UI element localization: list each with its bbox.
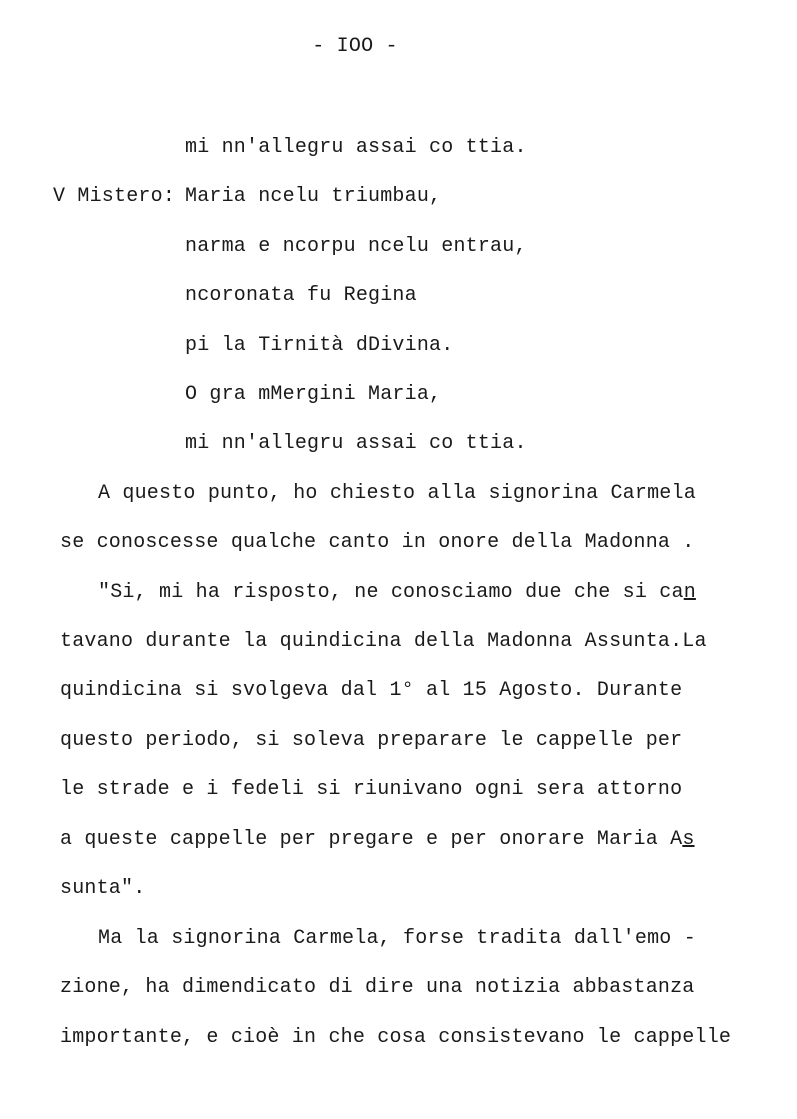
mistero-label: V Mistero:: [53, 185, 176, 208]
prose-line: quindicina si svolgeva dal 1° al 15 Agosto. Durante: [60, 679, 683, 702]
prose-line: tavano durante la quindicina della Madonna Assunta.La: [60, 630, 707, 653]
verse-line: O gra mMergini Maria,: [185, 383, 442, 406]
verse-line: ncoronata fu Regina: [185, 284, 417, 307]
prose-line: importante, e cioè in che cosa consistevano le cappelle: [60, 1026, 732, 1049]
prose-line: Ma la signorina Carmela, forse tradita dall'emo -: [98, 927, 696, 950]
verse-line: Maria ncelu triumbau,: [185, 185, 442, 208]
prose-line: A questo punto, ho chiesto alla signorina Carmela: [98, 482, 696, 505]
prose-line: questo periodo, si soleva preparare le cappelle per: [60, 729, 683, 752]
prose-line: [60, 828, 695, 852]
prose-line: [98, 581, 696, 605]
page-number: - IOO -: [312, 35, 398, 58]
verse-line: mi nn'allegru assai co ttia.: [185, 136, 527, 159]
verse-line: pi la Tirnità dDivina.: [185, 334, 454, 357]
verse-line: narma e ncorpu ncelu entrau,: [185, 235, 527, 258]
underlined-char: s: [682, 828, 695, 851]
prose-line: zione, ha dimendicato di dire una notizia abbastanza: [60, 976, 695, 999]
prose-line: le strade e i fedeli si riunivano ogni sera attorno: [60, 778, 683, 801]
prose-line: se conoscesse qualche canto in onore della Madonna .: [60, 531, 695, 554]
underlined-char: n: [683, 581, 696, 604]
verse-line: mi nn'allegru assai co ttia.: [185, 432, 527, 455]
prose-line: sunta".: [60, 877, 146, 900]
prose-text: a queste cappelle per pregare e per onorare Maria A: [60, 828, 683, 851]
prose-text: "Si, mi ha risposto, ne conosciamo due che si ca: [98, 581, 684, 604]
